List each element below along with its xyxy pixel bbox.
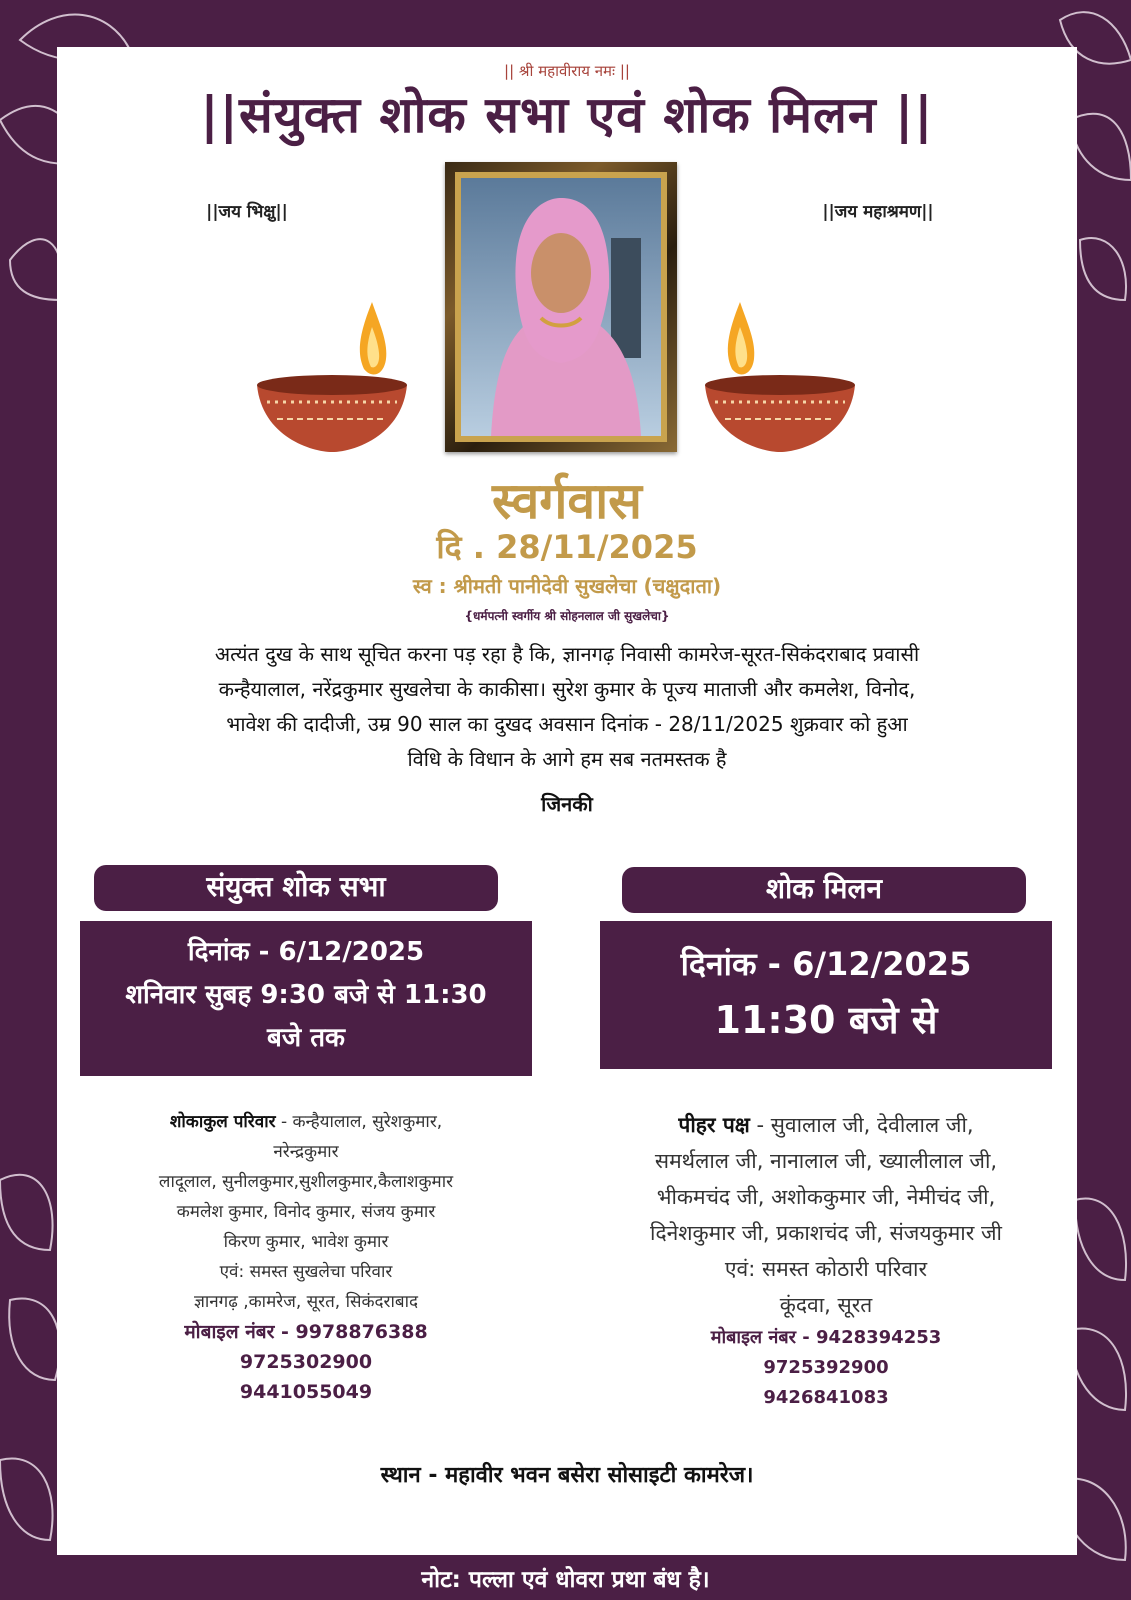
shok-milan-details	[600, 921, 1052, 1069]
message-line: भावेश की दादीजी, उम्र 90 साल का दुखद अवसान दिनांक - 28/11/2025 शुक्रवार को हुआ	[226, 712, 908, 736]
portrait-frame	[445, 162, 677, 452]
deceased-name: स्व : श्रीमती पानीदेवी सुखलेचा (चक्षुदाता)	[412, 574, 722, 598]
invocation-text: || श्री महावीराय नमः ||	[504, 62, 630, 80]
portrait-photo	[461, 178, 661, 436]
shok-sabha-details	[80, 921, 532, 1076]
closing-word: जिनकी	[541, 792, 593, 816]
family-label: पीहर पक्ष	[678, 1113, 750, 1137]
mobile-number: 9725392900	[763, 1357, 889, 1378]
family-names: भीकमचंद जी, अशोककुमार जी, नेमीचंद जी,	[656, 1185, 996, 1209]
notice-card	[57, 47, 1077, 1555]
shok-sabha-heading: संयुक्त शोक सभा	[94, 865, 498, 911]
shok-sabha-time: शनिवार सुबह 9:30 बजे से 11:30	[125, 980, 487, 1010]
footer-note: नोट: पल्ला एवं धोवरा प्रथा बंध है।	[421, 1567, 710, 1593]
venue-text: स्थान - महावीर भवन बसेरा सोसाइटी कामरेज।	[380, 1463, 754, 1488]
jay-mahashraman-text: ||जय महाश्रमण||	[822, 202, 934, 222]
family-place: कूंदवा, सूरत	[779, 1293, 873, 1317]
spouse-line: {धर्मपत्नी स्वर्गीय श्री सोहनलाल जी सुखलेचा}	[464, 609, 670, 623]
family-names: एवं: समस्त सुखलेचा परिवार	[219, 1262, 393, 1282]
family-label: शोकाकुल परिवार	[169, 1112, 276, 1132]
mobile-number: 9725302900	[239, 1351, 373, 1373]
mobile-number: मोबाइल नंबर - 9428394253	[710, 1327, 942, 1348]
family-names: लादूलाल, सुनीलकुमार,सुशीलकुमार,कैलाशकुमार	[158, 1172, 454, 1192]
family-place: ज्ञानगढ़ ,कामरेज, सूरत, सिकंदराबाद	[193, 1292, 419, 1312]
shok-sabha-date: दिनांक - 6/12/2025	[187, 937, 425, 967]
pihar-paksh	[600, 1107, 1052, 1413]
diya-lamp-left-icon	[252, 297, 412, 457]
shok-milan-heading: शोक मिलन	[622, 867, 1026, 913]
family-names: दिनेशकुमार जी, प्रकाशचंद जी, संजयकुमार जी	[650, 1221, 1002, 1245]
family-names: एवं: समस्त कोठारी परिवार	[724, 1257, 928, 1281]
family-names: नरेन्द्रकुमार	[273, 1142, 339, 1162]
message-line: विधि के विधान के आगे हम सब नतमस्तक है	[407, 747, 727, 771]
jay-bhikshu-text: ||जय भिक्षु||	[206, 202, 288, 222]
shokakul-parivar	[80, 1107, 532, 1407]
diya-lamp-right-icon	[700, 297, 860, 457]
mobile-number: 9426841083	[763, 1387, 889, 1408]
shok-sabha-time-end: बजे तक	[267, 1023, 345, 1053]
family-names: - कन्हैयालाल, सुरेशकुमार,	[275, 1112, 443, 1132]
shok-milan-date: दिनांक - 6/12/2025	[680, 945, 972, 983]
message-line: अत्यंत दुख के साथ सूचित करना पड़ रहा है कि, ज्ञानगढ़ निवासी कामरेज-सूरत-सिकंदराबाद प्रवासी	[214, 642, 920, 666]
condolence-message	[57, 637, 1077, 777]
main-title: ||संयुक्त शोक सभा एवं शोक मिलन ||	[200, 86, 934, 144]
family-names: - सुवालाल जी, देवीलाल जी,	[749, 1113, 974, 1137]
mobile-number: 9441055049	[239, 1381, 373, 1403]
shok-milan-time: 11:30 बजे से	[714, 998, 938, 1042]
family-names: किरण कुमार, भावेश कुमार	[223, 1232, 389, 1252]
svargvas-heading: स्वर्गवास	[492, 472, 642, 530]
message-line: कन्हैयालाल, नरेंद्रकुमार सुखलेचा के काकीसा। सुरेश कुमार के पूज्य माताजी और कमलेश, विनोद,	[218, 677, 916, 701]
family-names: कमलेश कुमार, विनोद कुमार, संजय कुमार	[176, 1202, 436, 1222]
demise-date: दि . 28/11/2025	[436, 528, 698, 566]
family-names: समर्थलाल जी, नानालाल जी, ख्यालीलाल जी,	[654, 1149, 998, 1173]
mobile-number: मोबाइल नंबर - 9978876388	[184, 1321, 428, 1343]
